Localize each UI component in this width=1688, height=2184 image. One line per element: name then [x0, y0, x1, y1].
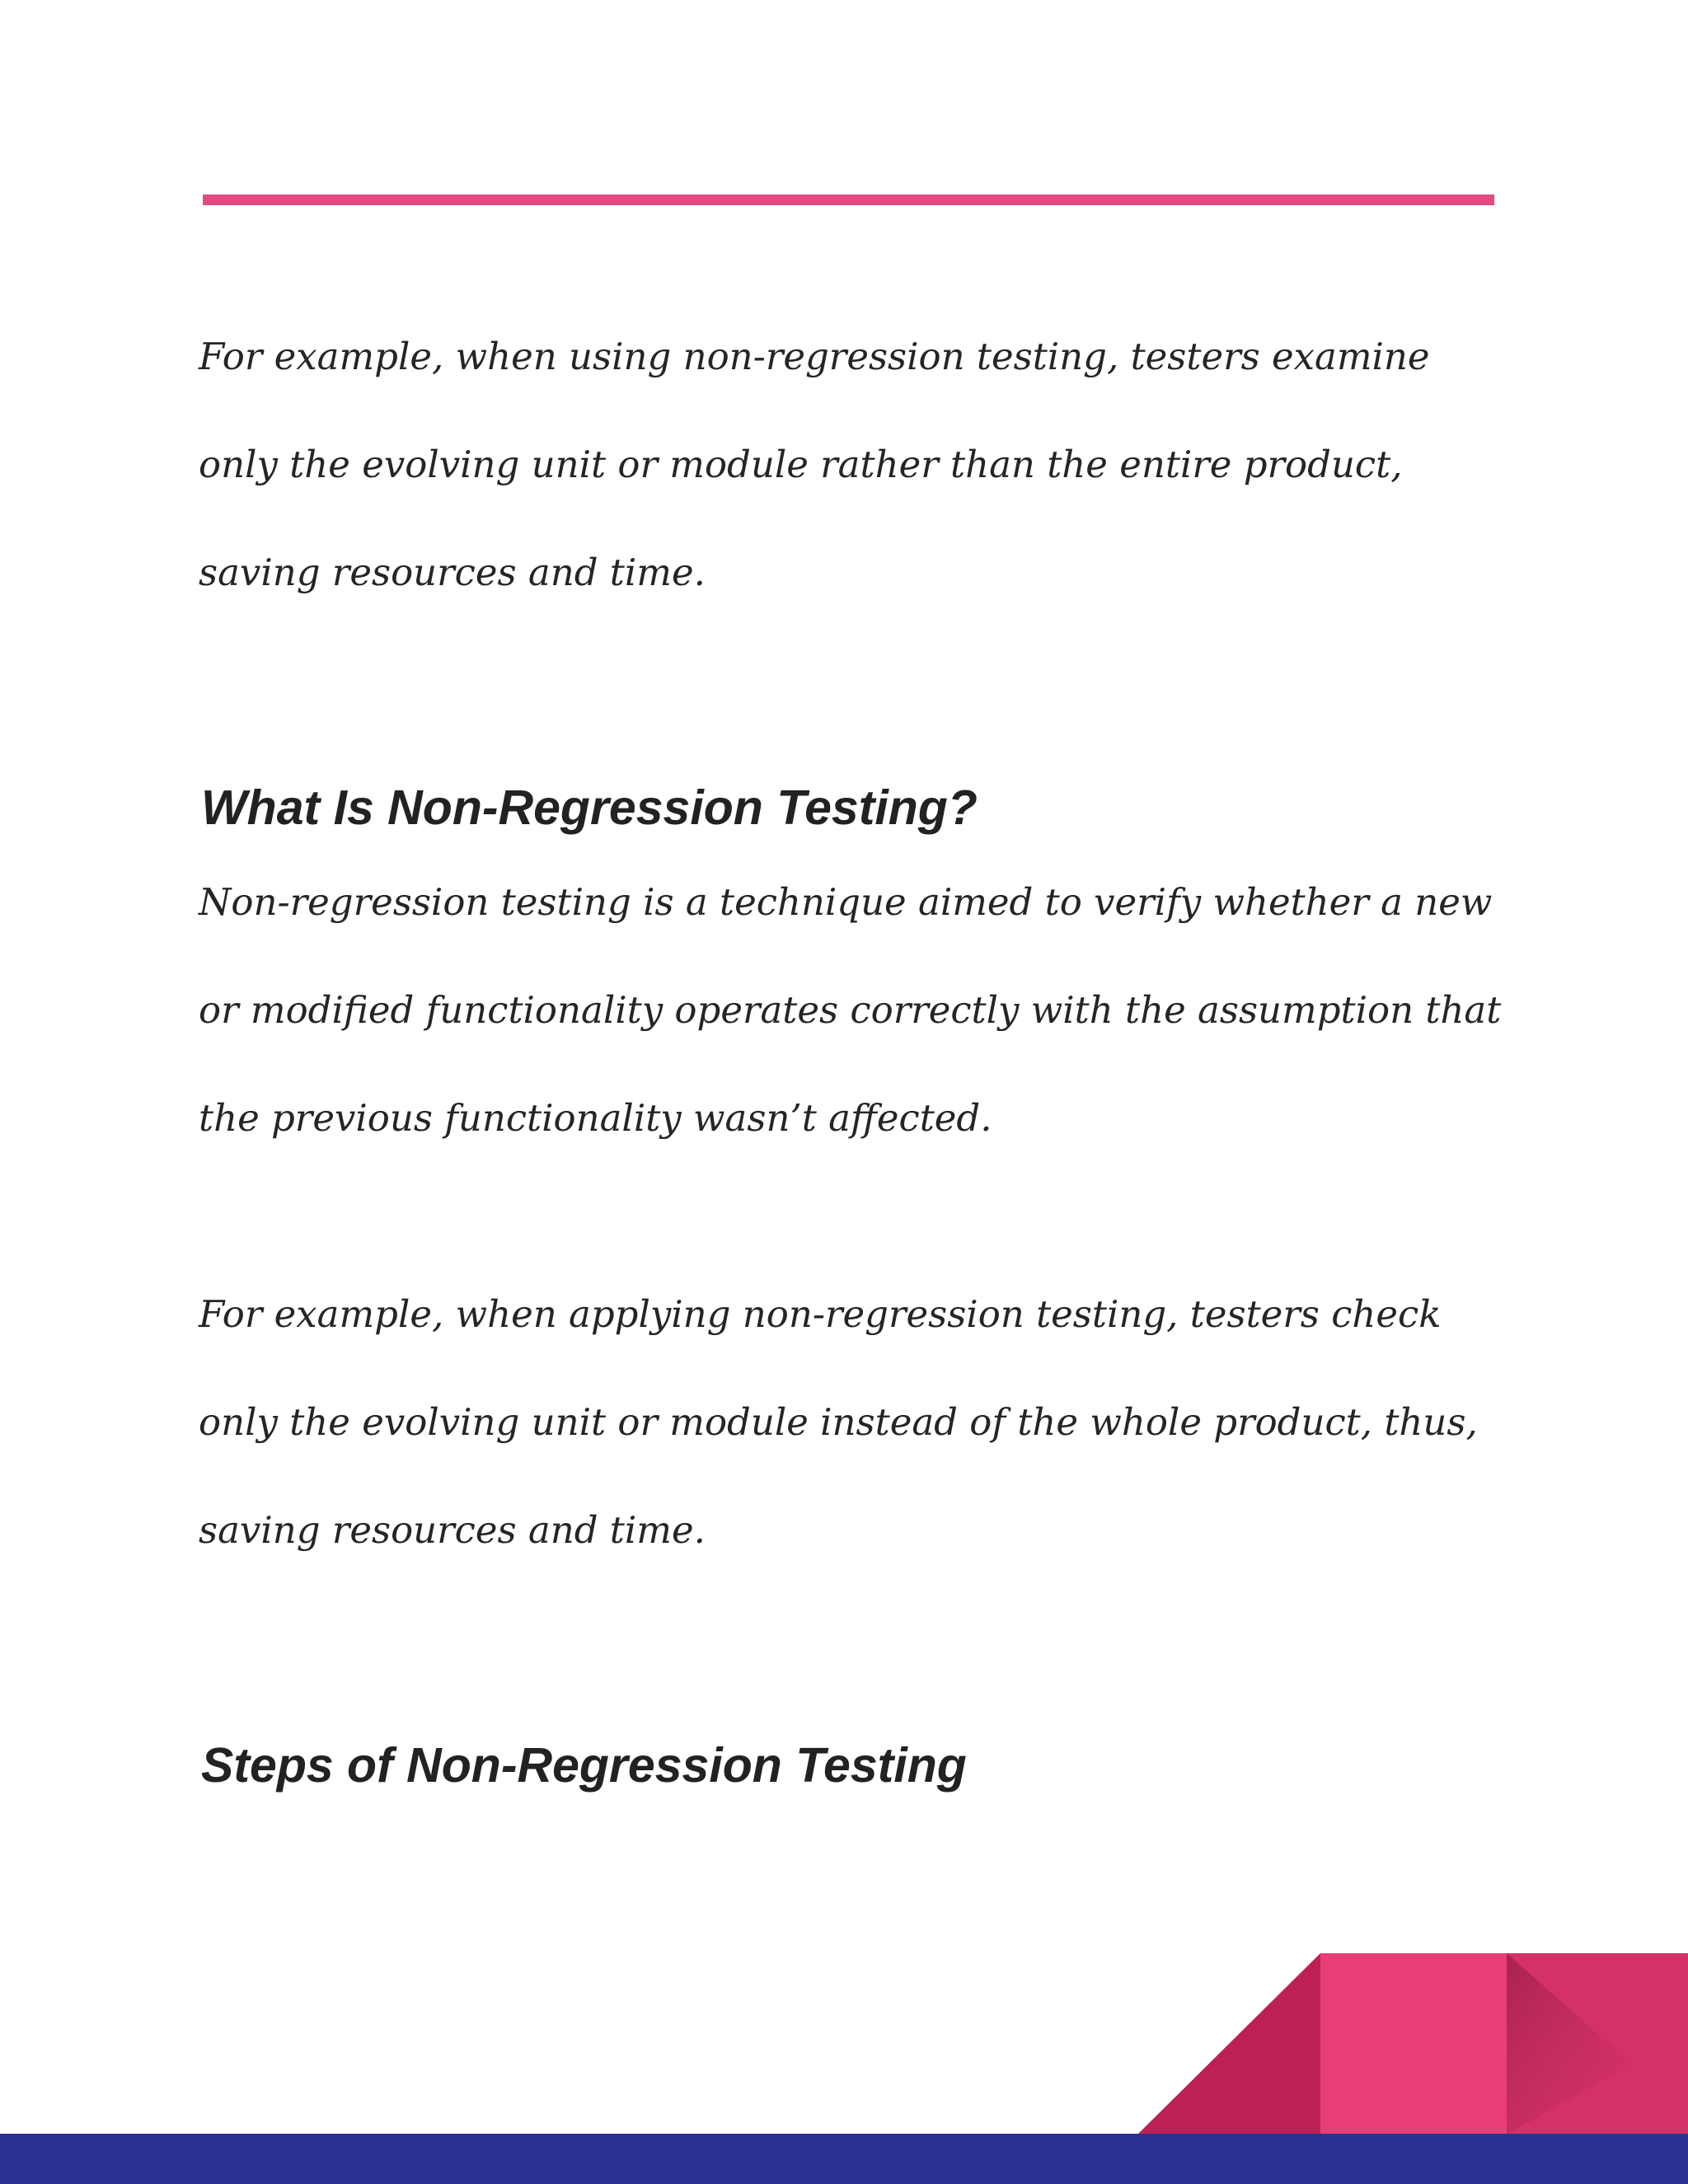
section-heading-steps: Steps of Non-Regression Testing	[201, 1738, 967, 1793]
paragraph-line: saving resources and time.	[199, 551, 706, 594]
paragraph-example	[199, 1260, 1517, 1584]
paragraph-definition	[199, 848, 1517, 1172]
paragraph-line: only the evolving unit or module instead of the whole product, thus,	[199, 1400, 1478, 1444]
paragraph-line: saving resources and time.	[199, 1508, 706, 1552]
paragraph-intro-example	[199, 302, 1517, 626]
footer-band	[0, 2134, 1688, 2184]
paragraph-line: For example, when using non-regression testing, testers examine	[199, 335, 1430, 378]
footer-decoration	[1137, 1953, 1688, 2135]
section-heading-what-is: What Is Non-Regression Testing?	[201, 780, 978, 835]
paragraph-line: only the evolving unit or module rather than the entire product,	[199, 443, 1403, 486]
top-accent-rule	[203, 194, 1494, 205]
paragraph-line: For example, when applying non-regression testing, testers check	[199, 1292, 1442, 1336]
paragraph-line: or modified functionality operates correctly with the assumption that	[199, 988, 1502, 1032]
paragraph-line: Non-regression testing is a technique aimed to verify whether a new	[199, 880, 1493, 924]
deco-dark-triangle	[1137, 1953, 1320, 2135]
paragraph-line: the previous functionality wasn’t affected.	[199, 1096, 992, 1140]
